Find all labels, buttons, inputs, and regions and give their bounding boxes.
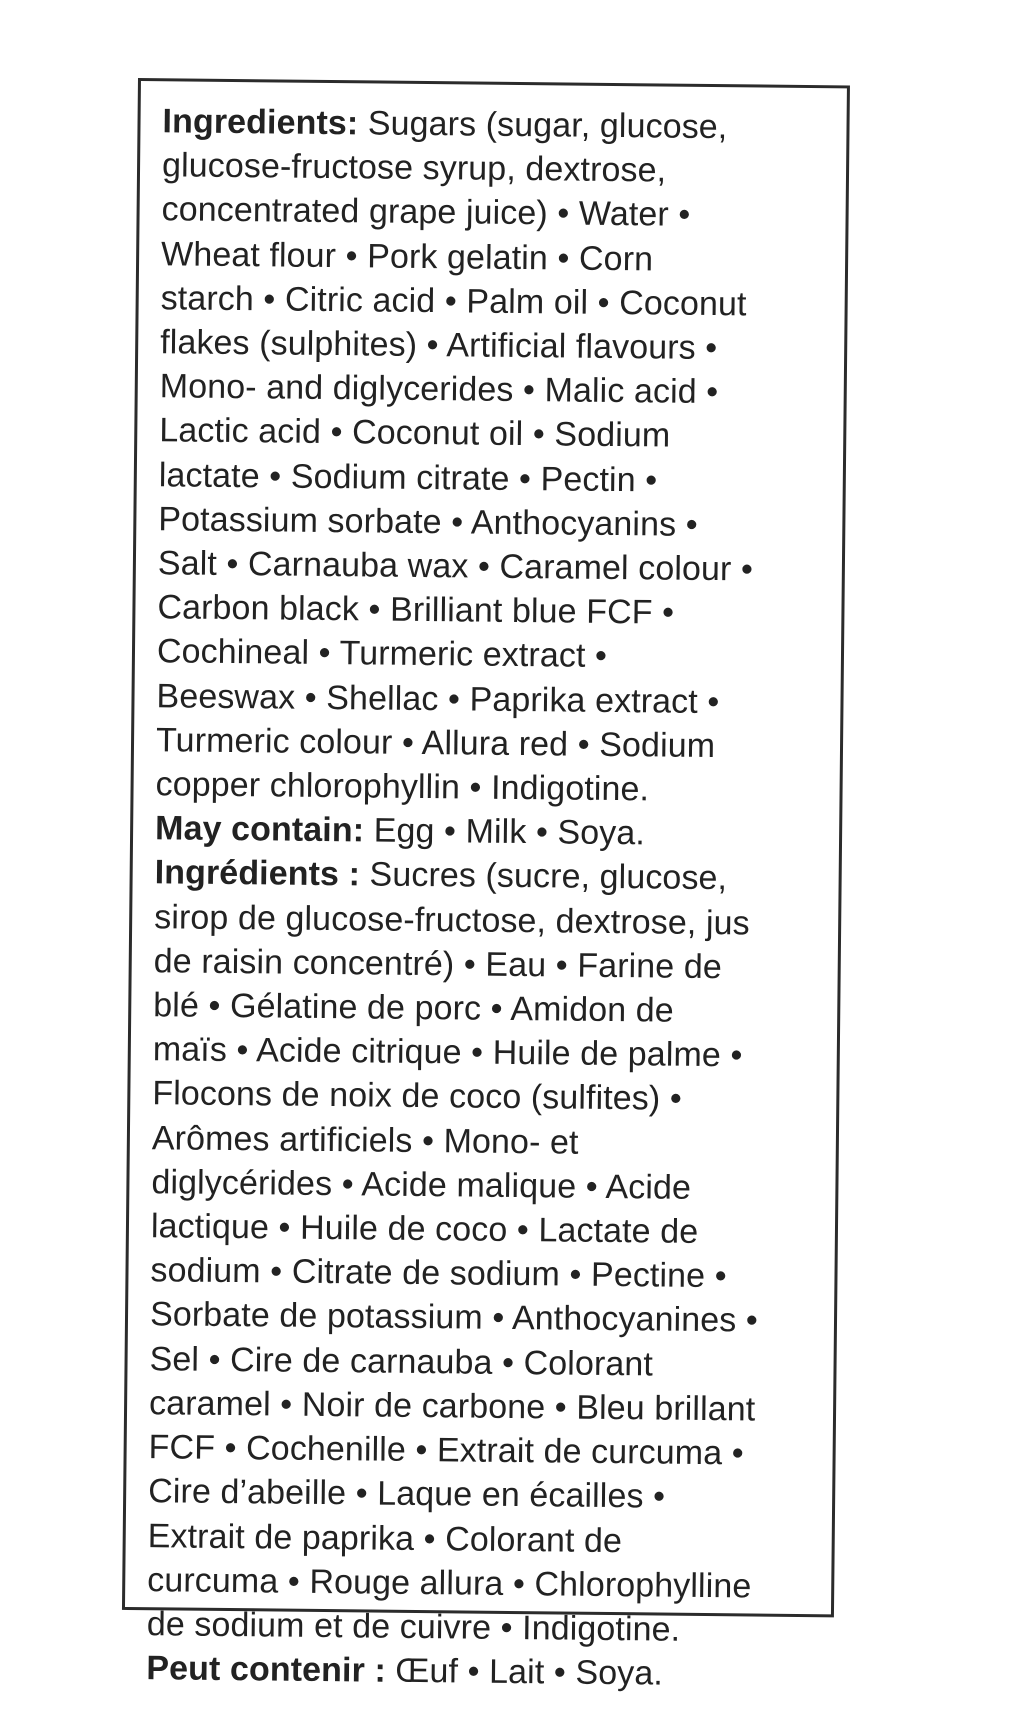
english-ingredients-line: lactate • Sodium citrate • Pectin • — [158, 455, 658, 500]
english-ingredients-line: concentrated grape juice) • Water • — [161, 190, 691, 235]
english-ingredients-line: Beeswax • Shellac • Paprika extract • — [156, 676, 720, 721]
french-ingredients-line: maïs • Acide citrique • Huile de palme • — [152, 1030, 743, 1075]
english-ingredients-line: copper chlorophyllin • Indigotine. — [155, 765, 650, 809]
french-ingredients-line: diglycérides • Acide malique • Acide — [151, 1163, 692, 1207]
english-ingredients-line-1 — [162, 99, 842, 150]
english-may-contain-text: Egg • Milk • Soya. — [373, 811, 646, 853]
french-ingredients-line: curcuma • Rouge allura • Chlorophylline — [147, 1560, 752, 1606]
french-ingredients-text: Sucres (sucre, glucose, — [369, 855, 728, 898]
french-ingredients-line: Extrait de paprika • Colorant de — [147, 1516, 623, 1560]
french-ingredients-line: de sodium et de cuivre • Indigotine. — [146, 1605, 681, 1649]
french-ingredients-line: sirop de glucose-fructose, dextrose, jus — [154, 897, 750, 943]
english-ingredients-text: Sugars (sugar, glucose, — [367, 104, 728, 147]
french-ingredients-line: Sel • Cire de carnauba • Colorant — [149, 1339, 654, 1384]
french-ingredients-heading: Ingrédients : — [154, 853, 361, 894]
english-ingredients-line: starch • Citric acid • Palm oil • Coconut — [160, 279, 747, 324]
english-ingredients-line: Cochineal • Turmeric extract • — [156, 632, 608, 676]
english-may-contain-heading: May contain: — [154, 809, 365, 850]
english-ingredients-line: Potassium sorbate • Anthocyanins • — [158, 500, 698, 544]
french-ingredients-line: Cire d’abeille • Laque en écailles • — [147, 1472, 666, 1516]
english-ingredients-heading: Ingredients: — [162, 102, 359, 143]
ingredients-text-block — [146, 99, 843, 1697]
ingredients-label — [122, 78, 850, 1693]
english-ingredients-line: Carbon black • Brilliant blue FCF • — [157, 588, 675, 632]
french-may-contain-text: Œuf • Lait • Soya. — [395, 1651, 664, 1693]
french-ingredients-line-1 — [154, 851, 834, 902]
french-ingredients-line: lactique • Huile de coco • Lactate de — [150, 1207, 699, 1252]
french-ingredients-line: FCF • Cochenille • Extrait de curcuma • — [148, 1428, 744, 1473]
french-ingredients-line: Flocons de noix de coco (sulfites) • — [152, 1074, 683, 1119]
english-ingredients-line: Salt • Carnauba wax • Caramel colour • — [157, 544, 754, 589]
english-ingredients-line: Mono- and diglycerides • Malic acid • — [159, 367, 719, 412]
french-ingredients-line: de raisin concentré) • Eau • Farine de — [153, 942, 723, 987]
french-ingredients-line: Sorbate de potassium • Anthocyanines • — [149, 1295, 759, 1341]
english-ingredients-line: glucose-fructose syrup, dextrose, — [161, 146, 667, 190]
french-ingredients-line: blé • Gélatine de porc • Amidon de — [153, 986, 674, 1030]
french-may-contain-heading: Peut contenir : — [146, 1649, 387, 1690]
french-may-contain-line — [146, 1646, 826, 1697]
english-may-contain-line — [155, 806, 835, 857]
english-ingredients-line: Turmeric colour • Allura red • Sodium — [155, 721, 716, 765]
english-ingredients-line: flakes (sulphites) • Artificial flavours • — [160, 323, 718, 368]
french-ingredients-line: Arômes artificiels • Mono- et — [151, 1118, 579, 1162]
french-ingredients-line: caramel • Noir de carbone • Bleu brillant — [148, 1384, 756, 1429]
french-ingredients-line: sodium • Citrate de sodium • Pectine • — [150, 1251, 727, 1296]
english-ingredients-line: Wheat flour • Pork gelatin • Corn — [160, 234, 654, 279]
english-ingredients-line: Lactic acid • Coconut oil • Sodium — [159, 411, 671, 456]
